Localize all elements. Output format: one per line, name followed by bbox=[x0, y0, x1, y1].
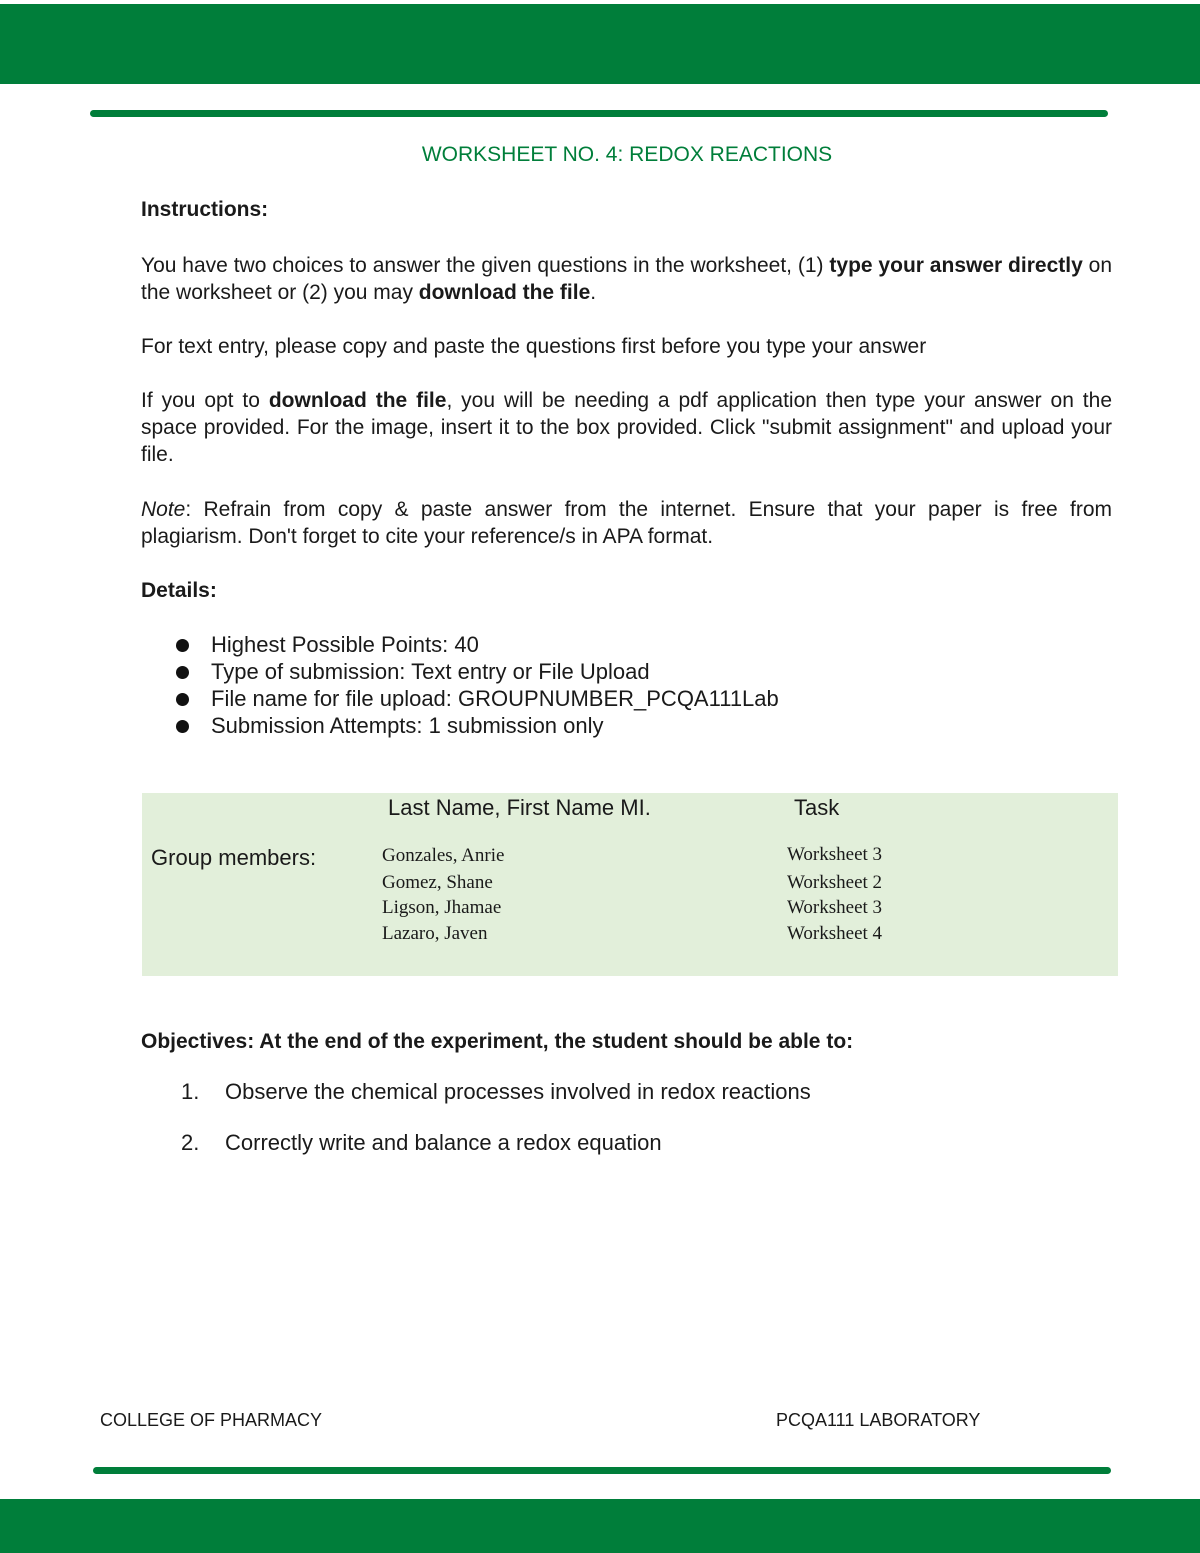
p3-text-1: If you opt to bbox=[141, 389, 269, 412]
p3-bold-1: download the file bbox=[268, 389, 447, 412]
instructions-heading: Instructions: bbox=[141, 198, 269, 221]
footer-rule bbox=[93, 1467, 1111, 1474]
note-text: : Refrain from copy & paste answer from the internet. Ensure that your paper is free from plagiarism. Don't forget to cite your reference/s in APA format. bbox=[141, 498, 1112, 548]
objective-number: 2. bbox=[181, 1130, 200, 1155]
p1-bold-1: type your answer directly bbox=[829, 254, 1083, 277]
footer-band bbox=[0, 1499, 1200, 1553]
details-item-text: Type of submission: Text entry or File Upload bbox=[211, 659, 650, 684]
header-rule bbox=[90, 110, 1108, 117]
bullet-dot-icon bbox=[176, 639, 189, 652]
instructions-paragraph-3 bbox=[141, 387, 1112, 468]
member-task: Worksheet 2 bbox=[787, 872, 883, 893]
p1-bold-2: download the file bbox=[418, 281, 591, 304]
objective-number: 1. bbox=[181, 1079, 200, 1104]
objective-text: Correctly write and balance a redox equation bbox=[225, 1130, 662, 1155]
details-item bbox=[141, 631, 779, 658]
details-list bbox=[141, 631, 779, 739]
footer-college: COLLEGE OF PHARMACY bbox=[100, 1410, 323, 1430]
details-item-text: Highest Possible Points: 40 bbox=[211, 632, 479, 657]
member-task: Worksheet 4 bbox=[787, 923, 883, 944]
details-heading: Details: bbox=[141, 579, 217, 602]
member-name: Lazaro, Javen bbox=[382, 923, 488, 944]
column-header-name: Last Name, First Name MI. bbox=[388, 795, 651, 820]
note-label: Note bbox=[141, 498, 186, 521]
group-members-table bbox=[142, 793, 1118, 976]
p3-text-2: , you will be needing a pdf application then type your answer on the space provided. For the image, insert it to the box provided. Click "submit assignment" and upload your file. bbox=[141, 389, 1112, 466]
bullet-dot-icon bbox=[176, 693, 189, 706]
objective-text: Observe the chemical processes involved in redox reactions bbox=[225, 1079, 811, 1104]
details-item bbox=[141, 712, 779, 739]
details-item bbox=[141, 658, 779, 685]
objectives-heading: Objectives: At the end of the experiment, the student should be able to: bbox=[141, 1030, 854, 1053]
column-header-task: Task bbox=[794, 795, 840, 820]
details-item-text: File name for file upload: GROUPNUMBER_PCQA111Lab bbox=[211, 686, 779, 711]
member-task: Worksheet 3 bbox=[787, 897, 883, 918]
member-name: Ligson, Jhamae bbox=[382, 897, 502, 918]
footer-course: PCQA111 LABORATORY bbox=[776, 1410, 981, 1430]
member-name: Gonzales, Anrie bbox=[382, 845, 505, 866]
objective-item bbox=[141, 1129, 811, 1180]
p1-text-2: on the worksheet or (2) you may bbox=[141, 254, 1112, 304]
details-item-text: Submission Attempts: 1 submission only bbox=[211, 713, 604, 738]
worksheet-title: WORKSHEET NO. 4: REDOX REACTIONS bbox=[421, 143, 833, 166]
bullet-dot-icon bbox=[176, 720, 189, 733]
note-paragraph bbox=[141, 496, 1112, 550]
instructions-paragraph-2: For text entry, please copy and paste the questions first before you type your answer bbox=[141, 335, 927, 358]
instructions-paragraph-1 bbox=[141, 252, 1112, 306]
member-task: Worksheet 3 bbox=[787, 844, 883, 865]
details-item bbox=[141, 685, 779, 712]
p1-text-3: . bbox=[590, 281, 597, 304]
group-members-label: Group members: bbox=[151, 845, 317, 870]
objective-item bbox=[141, 1078, 811, 1129]
header-band bbox=[0, 4, 1200, 84]
objectives-list bbox=[141, 1078, 811, 1180]
member-name: Gomez, Shane bbox=[382, 872, 493, 893]
bullet-dot-icon bbox=[176, 666, 189, 679]
p1-text-1: You have two choices to answer the given questions in the worksheet, (1) bbox=[141, 254, 830, 277]
